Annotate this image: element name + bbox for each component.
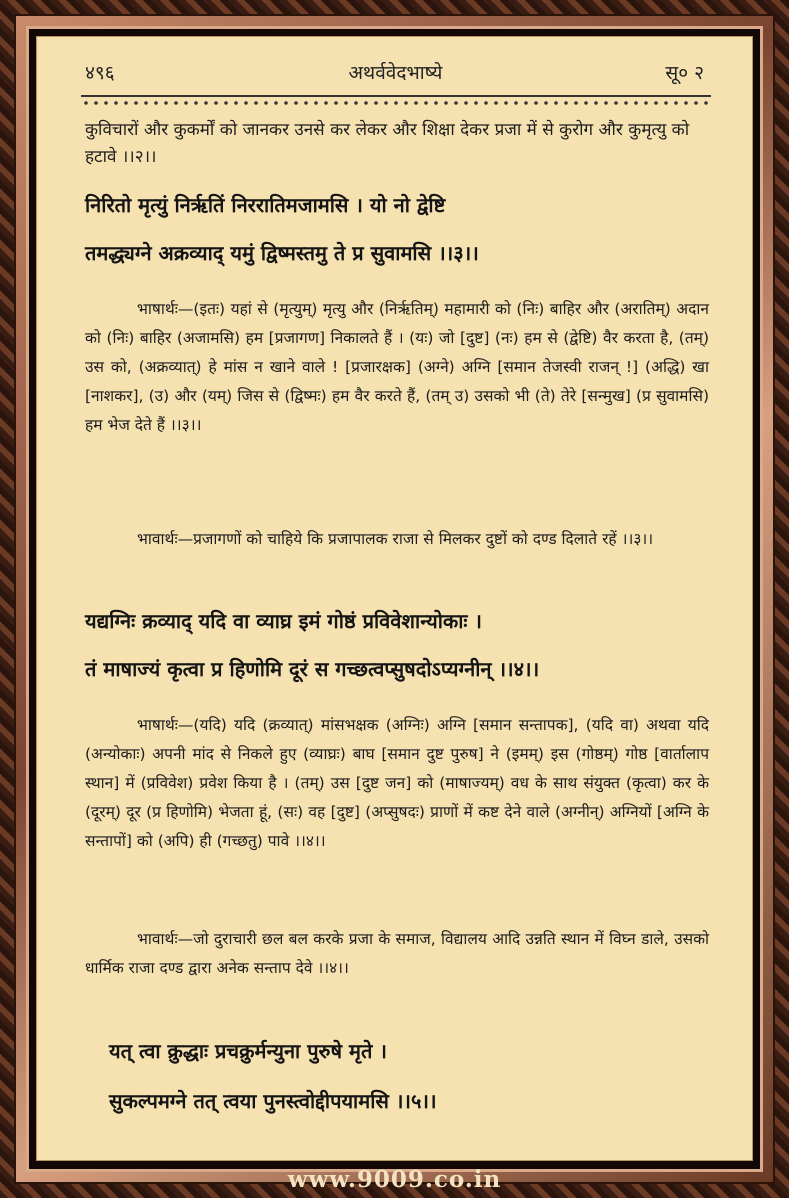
header-divider [81,95,711,107]
mantra-4-line-2: तं माषाज्यं कृत्वा प्र हिणोमि दूरं स गच्छत्वप्सुषदोऽप्यग्नीन् ।।४।। [85,657,540,681]
intro-paragraph: कुविचारों और कुकर्मों को जानकर उनसे कर लेकर और शिक्षा देकर प्रजा में से कुरोग और कुमृत्यु को हटावे ।।२।। [85,120,690,167]
bhavartha-4: भावार्थः—जो दुराचारी छल बल करके प्रजा के समाज, विद्यालय आदि उन्नति स्थान में विघ्न डाले, उसको धार्मिक राजा दण्ड द्वारा अनेक सन्ताप देवे ।।४।। [85,930,709,977]
mantra-3-line-1: निरितो मृत्युं निर्ऋतिं निररातिमजामसि । यो नो द्वेष्टि [85,193,446,217]
book-title: अथर्ववेदभाष्ये [348,62,443,84]
mantra-5-line-1: यत् त्वा क्रुद्धाः प्रचक्रुर्मन्युना पुरुषे मृते । [109,1039,387,1063]
bhashya-4: भाषार्थः—(यदि) यदि (क्रव्यात्) मांसभक्षक (अग्निः) अग्नि [समान सन्तापक], (यदि वा) अथवा यदि (अन्योकाः) अपनी मांद से निकले हुए (व्याघ्रः) बाघ [समान दुष्ट पुरुष] ने (इमम्) इस (गोष्ठम्) गोष्ठ [वार्तालाप स्थान] में (प्रविवेश) प्रवेश किया है । (तम्) उस [दुष्ट जन] को (माषाज्यम्) वध के साथ संयुक्त (कृत्वा) कर के (दूरम्) दूर (प्र हिणोमि) भेजता हूं, (सः) वह [दुष्ट] (अप्सुषदः) प्राणों में कष्ट देने वाले (अग्नीन्) अग्नियों [अग्नि के सन्तापों] को (अपि) ही (गच्छतु) पावे ।।४।। [85,716,709,850]
website-watermark: www.9009.co.in [287,1166,502,1193]
sukta-number: सू० २ [665,62,704,84]
mantra-4-line-1: यद्यग्निः क्रव्याद् यदि वा व्याघ्र इमं गोष्ठं प्रविवेशान्योकाः । [85,609,483,633]
bhavartha-3: भावार्थः—प्रजागणों को चाहिये कि प्रजापालक राजा से मिलकर दुष्टों को दण्ड दिलाते रहें ।।३।। [137,530,654,548]
book-page [36,36,753,1161]
mantra-5-line-2: सुकल्पमग्ने तत् त्वया पुनस्त्वोद्दीपयामसि ।।५।। [109,1089,437,1113]
page-number: ४९६ [85,62,115,84]
page-header [77,59,714,89]
bhashya-3: भाषार्थः—(इतः) यहां से (मृत्युम्) मृत्यु और (निर्ऋतिम्) महामारी को (निः) बाहिर और (अरातिम्) अदान को (निः) बाहिर (अजामसि) हम [प्रजागण] निकालते हैं । (यः) जो [दुष्ट] (नः) हम से (द्वेष्टि) वैर करता है, (तम्) उस को, (अक्रव्यात्) हे मांस न खाने वाले ! [प्रजारक्षक] (अग्ने) अग्नि [समान तेजस्वी राजन् !] (अद्धि) खा [नाशकर], (उ) और (यम्) जिस से (द्विष्मः) हम वैर करते हैं, (तम् उ) उसको भी (ते) तेरे [सन्मुख] (प्र सुवामसि) हम भेज देते हैं ।।३।। [85,300,709,434]
mantra-3-line-2: तमद्ध्यग्ने अक्रव्याद् यमुं द्विष्मस्तमु ते प्र सुवामसि ।।३।। [85,241,479,265]
